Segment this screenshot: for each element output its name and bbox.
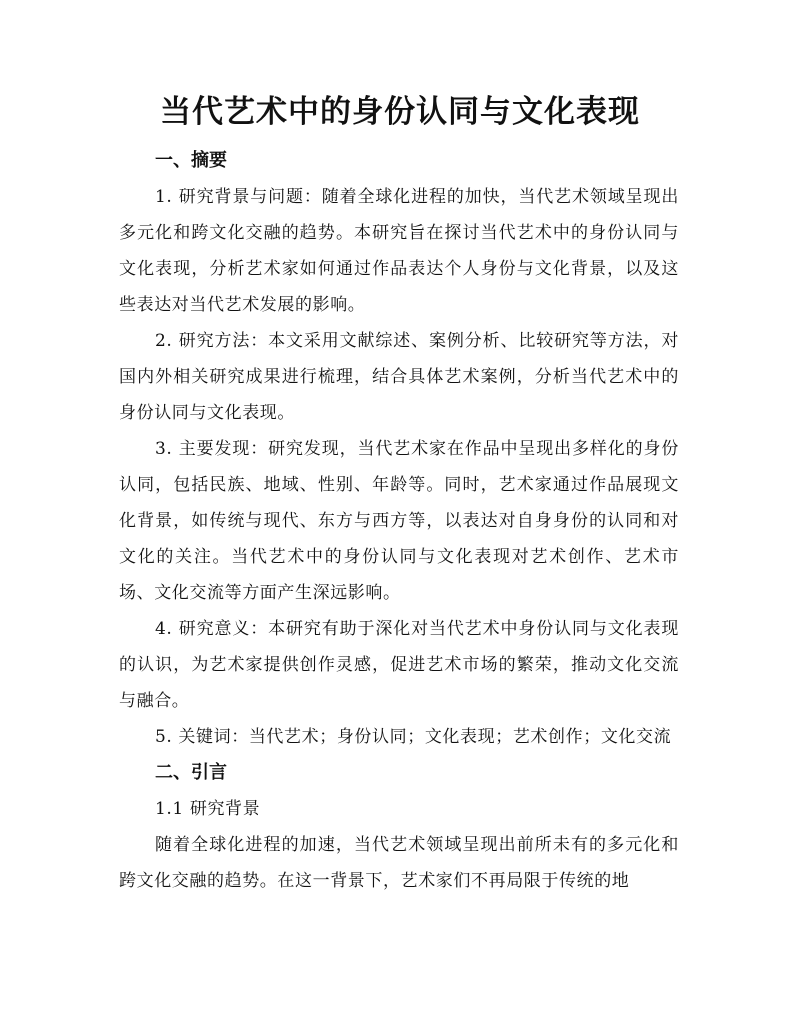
section-heading-abstract: 一、摘要 <box>155 150 227 171</box>
introduction-paragraph: 随着全球化进程的加速，当代艺术领域呈现出前所未有的多元化和跨文化交融的趋势。在这一背景下，艺术家们不再局限于传统的地 <box>119 835 679 891</box>
subsection-heading-background: 1.1 研究背景 <box>155 799 261 819</box>
abstract-paragraph-background: 1. 研究背景与问题：随着全球化进程的加快，当代艺术领域呈现出多元化和跨文化交融的趋势。本研究旨在探讨当代艺术中的身份认同与文化表现，分析艺术家如何通过作品表达个人身份与文化背景，以及这些表达对当代艺术发展的影响。 <box>119 187 679 315</box>
abstract-paragraph-keywords: 5. 关键词：当代艺术；身份认同；文化表现；艺术创作；文化交流 <box>155 727 672 747</box>
abstract-paragraph-significance: 4. 研究意义：本研究有助于深化对当代艺术中身份认同与文化表现的认识，为艺术家提供创作灵感，促进艺术市场的繁荣，推动文化交流与融合。 <box>119 619 679 711</box>
document-body <box>119 143 679 899</box>
abstract-paragraph-methods: 2. 研究方法：本文采用文献综述、案例分析、比较研究等方法，对国内外相关研究成果进行梳理，结合具体艺术案例，分析当代艺术中的身份认同与文化表现。 <box>119 331 679 423</box>
section-heading-introduction: 二、引言 <box>155 762 227 783</box>
abstract-paragraph-findings: 3. 主要发现：研究发现，当代艺术家在作品中呈现出多样化的身份认同，包括民族、地域、性别、年龄等。同时，艺术家通过作品展现文化背景，如传统与现代、东方与西方等，以表达对自身身份的认同和对文化的关注。当代艺术中的身份认同与文化表现对艺术创作、艺术市场、文化交流等方面产生深远影响。 <box>119 439 679 603</box>
document-title: 当代艺术中的身份认同与文化表现 <box>160 94 640 130</box>
